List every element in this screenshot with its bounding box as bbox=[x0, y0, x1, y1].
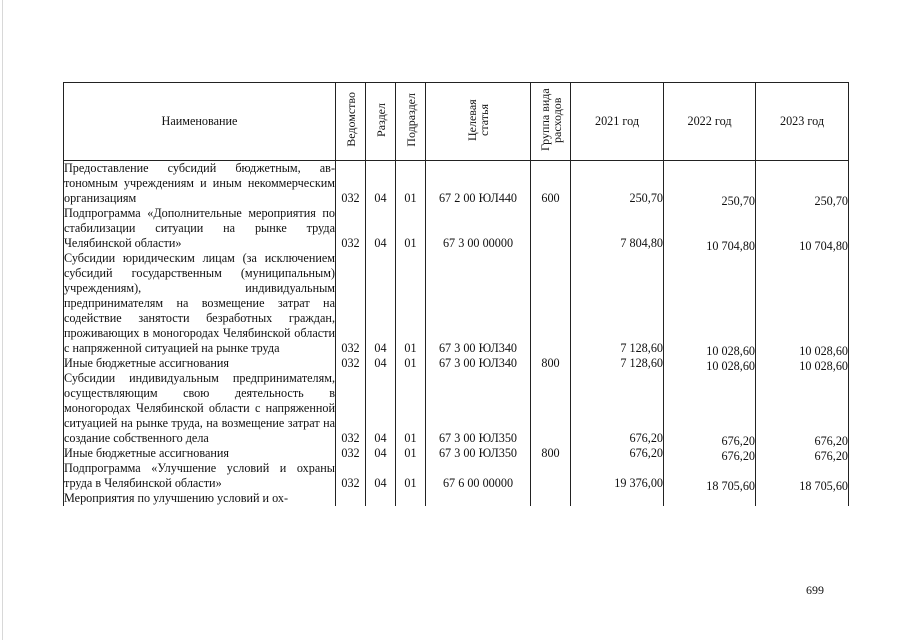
row-name: Подпрограмма «Дополнительные мероприятия по стабилизации ситуации на рынке труда Челябинской области» bbox=[64, 206, 335, 250]
row-section: 04 bbox=[366, 206, 396, 251]
row-amount-2021: 676,20 bbox=[571, 446, 664, 461]
row-amount-2021 bbox=[571, 491, 664, 506]
row-amount-2021: 19 376,00 bbox=[571, 461, 664, 491]
row-amount-2021: 7 128,60 bbox=[571, 251, 664, 356]
table-row bbox=[64, 446, 849, 461]
row-subsection: 01 bbox=[396, 356, 426, 371]
header-name: Наименование bbox=[64, 83, 336, 161]
row-subsection: 01 bbox=[396, 461, 426, 491]
table-header bbox=[64, 83, 849, 161]
row-target-article: 67 6 00 00000 bbox=[426, 461, 531, 491]
row-name: Субсидии юридическим лицам (за исключением субсидий государственным (муниципальным) учреждениям), индивидуальным предпринимателям на возмещение затрат на содействие занятости безработных граждан, проживающих в моногородах Челябинской области с напряженной ситуацией на рынке труда bbox=[64, 251, 335, 355]
row-amount-2022: 10 028,60 bbox=[664, 254, 756, 359]
row-name: Иные бюджетные ассигнования bbox=[64, 446, 336, 461]
header-target-article: Целевая статья bbox=[426, 83, 531, 161]
header-year-2022: 2022 год bbox=[664, 83, 756, 161]
row-target-article: 67 3 00 ЮЛ340 bbox=[426, 251, 531, 356]
row-target-article: 67 2 00 ЮЛ440 bbox=[426, 161, 531, 207]
row-department: 032 bbox=[336, 206, 366, 251]
row-target-article: 67 3 00 00000 bbox=[426, 206, 531, 251]
row-name: Предоставление субсидий бюджетным, автономным учреждениям и иным некоммерческим организациям bbox=[64, 161, 335, 205]
row-section: 04 bbox=[366, 371, 396, 446]
table-row bbox=[64, 461, 849, 491]
page-number: 699 bbox=[806, 583, 824, 597]
row-amount-2023: 676,20 bbox=[756, 449, 849, 464]
row-expense-group bbox=[531, 371, 571, 446]
row-subsection bbox=[396, 491, 426, 506]
header-year-2021: 2021 год bbox=[571, 83, 664, 161]
row-expense-group bbox=[531, 491, 571, 506]
row-name: Субсидии индивидуальным предпринимателям, осуществляющим свою деятельность в моногородах Челябинской области с напряженной ситуацией на рынке труда, на возмещение затрат на создание собственного дела bbox=[64, 371, 335, 445]
row-amount-2021: 676,20 bbox=[571, 371, 664, 446]
row-expense-group bbox=[531, 251, 571, 356]
row-amount-2022: 676,20 bbox=[664, 374, 756, 449]
row-department bbox=[336, 491, 366, 506]
table-row bbox=[64, 371, 849, 446]
row-name: Иные бюджетные ассигнования bbox=[64, 356, 336, 371]
row-subsection: 01 bbox=[396, 206, 426, 251]
table-row bbox=[64, 356, 849, 371]
row-amount-2022: 18 705,60 bbox=[664, 464, 756, 494]
row-expense-group bbox=[531, 461, 571, 491]
header-section: Раздел bbox=[366, 83, 396, 161]
row-section bbox=[366, 491, 396, 506]
row-subsection: 01 bbox=[396, 161, 426, 207]
row-subsection: 01 bbox=[396, 251, 426, 356]
row-section: 04 bbox=[366, 356, 396, 371]
row-amount-2022 bbox=[664, 494, 756, 509]
row-target-article: 67 3 00 ЮЛ350 bbox=[426, 371, 531, 446]
row-department: 032 bbox=[336, 461, 366, 491]
budget-table bbox=[63, 82, 849, 506]
row-amount-2023: 10 028,60 bbox=[756, 359, 849, 374]
row-amount-2022: 10 704,80 bbox=[664, 209, 756, 254]
row-section: 04 bbox=[366, 251, 396, 356]
row-name: Подпрограмма «Улучшение условий и охраны труда в Челябинской области» bbox=[64, 461, 335, 490]
row-department: 032 bbox=[336, 356, 366, 371]
row-department: 032 bbox=[336, 161, 366, 207]
row-subsection: 01 bbox=[396, 446, 426, 461]
table-row bbox=[64, 161, 849, 207]
row-subsection: 01 bbox=[396, 371, 426, 446]
table-row bbox=[64, 251, 849, 356]
header-department: Ведомство bbox=[336, 83, 366, 161]
scan-edge-line bbox=[2, 0, 3, 640]
row-section: 04 bbox=[366, 461, 396, 491]
row-amount-2023: 250,70 bbox=[756, 164, 849, 210]
row-amount-2021: 250,70 bbox=[571, 161, 664, 207]
header-year-2023: 2023 год bbox=[756, 83, 849, 161]
row-section: 04 bbox=[366, 446, 396, 461]
row-department: 032 bbox=[336, 251, 366, 356]
row-expense-group bbox=[531, 206, 571, 251]
header-expense-group: Группа вида расходов bbox=[531, 83, 571, 161]
table-body bbox=[64, 161, 849, 507]
row-amount-2023: 18 705,60 bbox=[756, 464, 849, 494]
row-target-article: 67 3 00 ЮЛ350 bbox=[426, 446, 531, 461]
row-amount-2022: 676,20 bbox=[664, 449, 756, 464]
row-expense-group: 800 bbox=[531, 356, 571, 371]
table-row bbox=[64, 206, 849, 251]
row-department: 032 bbox=[336, 371, 366, 446]
header-subsection: Подраздел bbox=[396, 83, 426, 161]
row-amount-2021: 7 804,80 bbox=[571, 206, 664, 251]
row-amount-2021: 7 128,60 bbox=[571, 356, 664, 371]
row-target-article: 67 3 00 ЮЛ340 bbox=[426, 356, 531, 371]
row-section: 04 bbox=[366, 161, 396, 207]
row-department: 032 bbox=[336, 446, 366, 461]
row-amount-2023: 10 704,80 bbox=[756, 209, 849, 254]
row-amount-2023 bbox=[756, 494, 849, 509]
row-amount-2023: 10 028,60 bbox=[756, 254, 849, 359]
row-name: Мероприятия по улучшению условий и ох- bbox=[64, 491, 336, 506]
row-amount-2022: 250,70 bbox=[664, 164, 756, 210]
row-target-article bbox=[426, 491, 531, 506]
row-amount-2022: 10 028,60 bbox=[664, 359, 756, 374]
row-expense-group: 600 bbox=[531, 161, 571, 207]
table-row bbox=[64, 491, 849, 506]
row-amount-2023: 676,20 bbox=[756, 374, 849, 449]
row-expense-group: 800 bbox=[531, 446, 571, 461]
